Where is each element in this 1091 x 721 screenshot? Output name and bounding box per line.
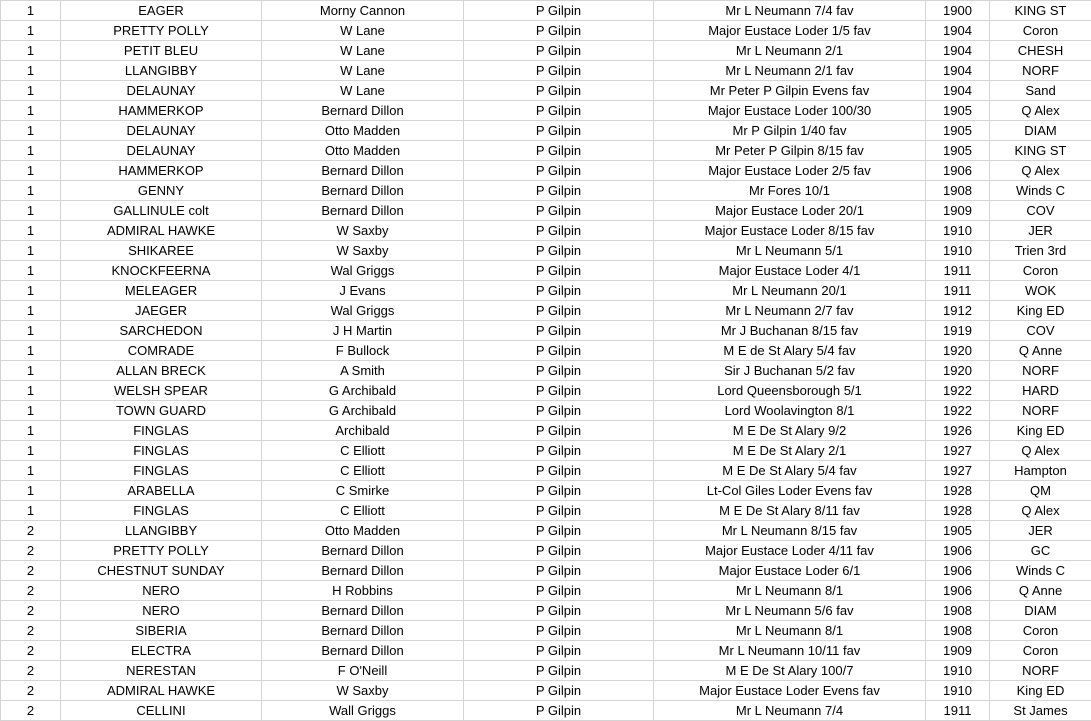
horse-cell[interactable]: CELLINI [61,701,262,721]
trainer-cell[interactable]: P Gilpin [464,601,654,621]
year-cell[interactable]: 1904 [926,81,990,101]
owner-odds-cell[interactable]: Sir J Buchanan 5/2 fav [654,361,926,381]
table-row [1,561,1091,581]
table-row [1,101,1091,121]
horse-cell[interactable]: ELECTRA [61,641,262,661]
table-row [1,221,1091,241]
year-cell[interactable]: 1904 [926,41,990,61]
table-row [1,1,1091,21]
race-cell[interactable]: Q Anne [990,581,1091,601]
year-cell[interactable]: 1922 [926,381,990,401]
trainer-cell[interactable]: P Gilpin [464,701,654,721]
year-cell[interactable]: 1927 [926,461,990,481]
horse-cell[interactable]: DELAUNAY [61,141,262,161]
trainer-cell[interactable]: P Gilpin [464,301,654,321]
table-row [1,81,1091,101]
race-cell[interactable]: Coron [990,641,1091,661]
year-cell[interactable]: 1920 [926,361,990,381]
table-row [1,321,1091,341]
table-row [1,481,1091,501]
race-cell[interactable]: King ED [990,421,1091,441]
trainer-cell[interactable]: P Gilpin [464,281,654,301]
trainer-cell[interactable]: P Gilpin [464,661,654,681]
trainer-cell[interactable]: P Gilpin [464,121,654,141]
jockey-cell[interactable]: C Smirke [262,481,464,501]
table-row [1,621,1091,641]
position-cell[interactable]: 1 [1,81,61,101]
year-cell[interactable]: 1912 [926,301,990,321]
race-cell[interactable]: GC [990,541,1091,561]
jockey-cell[interactable]: Bernard Dillon [262,201,464,221]
race-cell[interactable]: Winds C [990,561,1091,581]
owner-odds-cell[interactable]: Mr L Neumann 8/1 [654,581,926,601]
horse-cell[interactable]: SARCHEDON [61,321,262,341]
trainer-cell[interactable]: P Gilpin [464,561,654,581]
year-cell[interactable]: 1904 [926,21,990,41]
jockey-cell[interactable]: Archibald [262,421,464,441]
owner-odds-cell[interactable]: Mr P Gilpin 1/40 fav [654,121,926,141]
owner-odds-cell[interactable]: Mr L Neumann 5/1 [654,241,926,261]
horse-cell[interactable]: DELAUNAY [61,121,262,141]
trainer-cell[interactable]: P Gilpin [464,501,654,521]
year-cell[interactable]: 1926 [926,421,990,441]
horse-cell[interactable]: FINGLAS [61,441,262,461]
race-cell[interactable]: HARD [990,381,1091,401]
year-cell[interactable]: 1908 [926,621,990,641]
year-cell[interactable]: 1906 [926,561,990,581]
year-cell[interactable]: 1927 [926,441,990,461]
race-cell[interactable]: Q Alex [990,441,1091,461]
owner-odds-cell[interactable]: Mr L Neumann 2/1 [654,41,926,61]
horse-cell[interactable]: HAMMERKOP [61,161,262,181]
race-cell[interactable]: Q Anne [990,341,1091,361]
position-cell[interactable]: 2 [1,641,61,661]
owner-odds-cell[interactable]: M E De St Alary 100/7 [654,661,926,681]
jockey-cell[interactable]: G Archibald [262,381,464,401]
jockey-cell[interactable]: Bernard Dillon [262,641,464,661]
position-cell[interactable]: 1 [1,321,61,341]
trainer-cell[interactable]: P Gilpin [464,441,654,461]
position-cell[interactable]: 1 [1,501,61,521]
horse-cell[interactable]: DELAUNAY [61,81,262,101]
position-cell[interactable]: 1 [1,121,61,141]
race-cell[interactable]: JER [990,221,1091,241]
position-cell[interactable]: 1 [1,221,61,241]
owner-odds-cell[interactable]: Major Eustace Loder 100/30 [654,101,926,121]
jockey-cell[interactable]: Bernard Dillon [262,541,464,561]
owner-odds-cell[interactable]: Mr L Neumann 20/1 [654,281,926,301]
race-cell[interactable]: Trien 3rd [990,241,1091,261]
race-cell[interactable]: NORF [990,61,1091,81]
race-cell[interactable]: QM [990,481,1091,501]
horse-cell[interactable]: KNOCKFEERNA [61,261,262,281]
trainer-cell[interactable]: P Gilpin [464,1,654,21]
position-cell[interactable]: 1 [1,141,61,161]
year-cell[interactable]: 1910 [926,661,990,681]
table-row [1,401,1091,421]
trainer-cell[interactable]: P Gilpin [464,101,654,121]
jockey-cell[interactable]: F Bullock [262,341,464,361]
jockey-cell[interactable]: W Lane [262,81,464,101]
owner-odds-cell[interactable]: Mr Peter P Gilpin 8/15 fav [654,141,926,161]
table-row [1,701,1091,721]
horse-cell[interactable]: GALLINULE colt [61,201,262,221]
position-cell[interactable]: 2 [1,541,61,561]
race-cell[interactable]: NORF [990,661,1091,681]
jockey-cell[interactable]: C Elliott [262,441,464,461]
owner-odds-cell[interactable]: Major Eustace Loder 4/11 fav [654,541,926,561]
race-cell[interactable]: Coron [990,621,1091,641]
year-cell[interactable]: 1928 [926,481,990,501]
horse-cell[interactable]: PRETTY POLLY [61,21,262,41]
horse-cell[interactable]: NERO [61,601,262,621]
owner-odds-cell[interactable]: Mr J Buchanan 8/15 fav [654,321,926,341]
jockey-cell[interactable]: G Archibald [262,401,464,421]
race-cell[interactable]: JER [990,521,1091,541]
owner-odds-cell[interactable]: M E de St Alary 5/4 fav [654,341,926,361]
trainer-cell[interactable]: P Gilpin [464,61,654,81]
owner-odds-cell[interactable]: Major Eustace Loder 2/5 fav [654,161,926,181]
race-cell[interactable]: WOK [990,281,1091,301]
position-cell[interactable]: 1 [1,341,61,361]
table-row [1,661,1091,681]
jockey-cell[interactable]: Otto Madden [262,141,464,161]
year-cell[interactable]: 1911 [926,701,990,721]
trainer-cell[interactable]: P Gilpin [464,681,654,701]
owner-odds-cell[interactable]: Mr L Neumann 5/6 fav [654,601,926,621]
owner-odds-cell[interactable]: M E De St Alary 9/2 [654,421,926,441]
year-cell[interactable]: 1928 [926,501,990,521]
trainer-cell[interactable]: P Gilpin [464,621,654,641]
position-cell[interactable]: 1 [1,101,61,121]
jockey-cell[interactable]: W Lane [262,61,464,81]
trainer-cell[interactable]: P Gilpin [464,241,654,261]
owner-odds-cell[interactable]: M E De St Alary 8/11 fav [654,501,926,521]
horse-cell[interactable]: CHESTNUT SUNDAY [61,561,262,581]
owner-odds-cell[interactable]: Major Eustace Loder Evens fav [654,681,926,701]
trainer-cell[interactable]: P Gilpin [464,321,654,341]
horse-cell[interactable]: PETIT BLEU [61,41,262,61]
race-cell[interactable]: Q Alex [990,161,1091,181]
owner-odds-cell[interactable]: Lord Queensborough 5/1 [654,381,926,401]
owner-odds-cell[interactable]: Mr L Neumann 10/11 fav [654,641,926,661]
race-cell[interactable]: Winds C [990,181,1091,201]
owner-odds-cell[interactable]: Major Eustace Loder 1/5 fav [654,21,926,41]
position-cell[interactable]: 1 [1,401,61,421]
position-cell[interactable]: 1 [1,281,61,301]
jockey-cell[interactable]: Bernard Dillon [262,101,464,121]
year-cell[interactable]: 1905 [926,141,990,161]
trainer-cell[interactable]: P Gilpin [464,381,654,401]
position-cell[interactable]: 1 [1,181,61,201]
race-cell[interactable]: Sand [990,81,1091,101]
position-cell[interactable]: 1 [1,1,61,21]
trainer-cell[interactable]: P Gilpin [464,221,654,241]
owner-odds-cell[interactable]: Major Eustace Loder 6/1 [654,561,926,581]
position-cell[interactable]: 1 [1,361,61,381]
table-row [1,261,1091,281]
trainer-cell[interactable]: P Gilpin [464,361,654,381]
jockey-cell[interactable]: Bernard Dillon [262,561,464,581]
trainer-cell[interactable]: P Gilpin [464,461,654,481]
table-row [1,181,1091,201]
trainer-cell[interactable]: P Gilpin [464,541,654,561]
horse-cell[interactable]: NERO [61,581,262,601]
position-cell[interactable]: 1 [1,421,61,441]
table-row [1,461,1091,481]
race-cell[interactable]: Coron [990,21,1091,41]
horse-cell[interactable]: GENNY [61,181,262,201]
table-row [1,281,1091,301]
jockey-cell[interactable]: W Lane [262,41,464,61]
horse-cell[interactable]: PRETTY POLLY [61,541,262,561]
owner-odds-cell[interactable]: Mr L Neumann 7/4 [654,701,926,721]
year-cell[interactable]: 1910 [926,221,990,241]
table-row [1,541,1091,561]
owner-odds-cell[interactable]: Mr L Neumann 8/1 [654,621,926,641]
year-cell[interactable]: 1900 [926,1,990,21]
year-cell[interactable]: 1909 [926,641,990,661]
position-cell[interactable]: 1 [1,461,61,481]
position-cell[interactable]: 2 [1,521,61,541]
owner-odds-cell[interactable]: Lt-Col Giles Loder Evens fav [654,481,926,501]
horse-cell[interactable]: HAMMERKOP [61,101,262,121]
trainer-cell[interactable]: P Gilpin [464,581,654,601]
race-cell[interactable]: Q Alex [990,501,1091,521]
table-row [1,41,1091,61]
owner-odds-cell[interactable]: Major Eustace Loder 20/1 [654,201,926,221]
race-cell[interactable]: DIAM [990,121,1091,141]
table-row [1,341,1091,361]
position-cell[interactable]: 2 [1,681,61,701]
race-cell[interactable]: DIAM [990,601,1091,621]
race-cell[interactable]: Hampton [990,461,1091,481]
jockey-cell[interactable]: Morny Cannon [262,1,464,21]
jockey-cell[interactable]: J H Martin [262,321,464,341]
horse-cell[interactable]: FINGLAS [61,421,262,441]
horse-cell[interactable]: NERESTAN [61,661,262,681]
trainer-cell[interactable]: P Gilpin [464,21,654,41]
table-row [1,141,1091,161]
table-row [1,581,1091,601]
position-cell[interactable]: 1 [1,161,61,181]
horse-cell[interactable]: LLANGIBBY [61,521,262,541]
position-cell[interactable]: 1 [1,381,61,401]
year-cell[interactable]: 1906 [926,541,990,561]
horse-cell[interactable]: EAGER [61,1,262,21]
owner-odds-cell[interactable]: Mr L Neumann 8/15 fav [654,521,926,541]
trainer-cell[interactable]: P Gilpin [464,41,654,61]
position-cell[interactable]: 1 [1,61,61,81]
year-cell[interactable]: 1920 [926,341,990,361]
year-cell[interactable]: 1911 [926,281,990,301]
position-cell[interactable]: 2 [1,601,61,621]
table-row [1,681,1091,701]
year-cell[interactable]: 1922 [926,401,990,421]
table-row [1,161,1091,181]
race-cell[interactable]: NORF [990,401,1091,421]
race-cell[interactable]: COV [990,321,1091,341]
race-cell[interactable]: King ED [990,301,1091,321]
position-cell[interactable]: 2 [1,581,61,601]
position-cell[interactable]: 1 [1,21,61,41]
year-cell[interactable]: 1908 [926,601,990,621]
trainer-cell[interactable]: P Gilpin [464,421,654,441]
horse-cell[interactable]: SHIKAREE [61,241,262,261]
table-row [1,641,1091,661]
jockey-cell[interactable]: Wal Griggs [262,301,464,321]
jockey-cell[interactable]: Bernard Dillon [262,181,464,201]
trainer-cell[interactable]: P Gilpin [464,401,654,421]
horse-cell[interactable]: SIBERIA [61,621,262,641]
race-cell[interactable]: King ED [990,681,1091,701]
year-cell[interactable]: 1905 [926,521,990,541]
position-cell[interactable]: 2 [1,661,61,681]
race-cell[interactable]: Q Alex [990,101,1091,121]
year-cell[interactable]: 1919 [926,321,990,341]
trainer-cell[interactable]: P Gilpin [464,161,654,181]
horse-cell[interactable]: JAEGER [61,301,262,321]
owner-odds-cell[interactable]: Mr Fores 10/1 [654,181,926,201]
trainer-cell[interactable]: P Gilpin [464,261,654,281]
trainer-cell[interactable]: P Gilpin [464,201,654,221]
table-row [1,61,1091,81]
year-cell[interactable]: 1906 [926,581,990,601]
jockey-cell[interactable]: W Lane [262,21,464,41]
owner-odds-cell[interactable]: Mr L Neumann 2/7 fav [654,301,926,321]
year-cell[interactable]: 1904 [926,61,990,81]
owner-odds-cell[interactable]: Mr L Neumann 7/4 fav [654,1,926,21]
position-cell[interactable]: 2 [1,701,61,721]
position-cell[interactable]: 1 [1,301,61,321]
year-cell[interactable]: 1909 [926,201,990,221]
position-cell[interactable]: 1 [1,201,61,221]
trainer-cell[interactable]: P Gilpin [464,341,654,361]
jockey-cell[interactable]: W Saxby [262,221,464,241]
owner-odds-cell[interactable]: Mr L Neumann 2/1 fav [654,61,926,81]
position-cell[interactable]: 1 [1,481,61,501]
table-row [1,201,1091,221]
horse-cell[interactable]: COMRADE [61,341,262,361]
horse-cell[interactable]: TOWN GUARD [61,401,262,421]
position-cell[interactable]: 1 [1,241,61,261]
jockey-cell[interactable]: C Elliott [262,461,464,481]
position-cell[interactable]: 2 [1,621,61,641]
race-cell[interactable]: NORF [990,361,1091,381]
jockey-cell[interactable]: Bernard Dillon [262,621,464,641]
jockey-cell[interactable]: W Saxby [262,241,464,261]
jockey-cell[interactable]: C Elliott [262,501,464,521]
table-row [1,601,1091,621]
jockey-cell[interactable]: Bernard Dillon [262,161,464,181]
trainer-cell[interactable]: P Gilpin [464,141,654,161]
jockey-cell[interactable]: W Saxby [262,681,464,701]
year-cell[interactable]: 1906 [926,161,990,181]
owner-odds-cell[interactable]: Lord Woolavington 8/1 [654,401,926,421]
jockey-cell[interactable]: Wal Griggs [262,261,464,281]
jockey-cell[interactable]: J Evans [262,281,464,301]
jockey-cell[interactable]: Bernard Dillon [262,601,464,621]
year-cell[interactable]: 1908 [926,181,990,201]
jockey-cell[interactable]: H Robbins [262,581,464,601]
table-row [1,441,1091,461]
table-row [1,21,1091,41]
position-cell[interactable]: 1 [1,41,61,61]
race-cell[interactable]: St James [990,701,1091,721]
table-row [1,381,1091,401]
table-row [1,361,1091,381]
jockey-cell[interactable]: Otto Madden [262,521,464,541]
year-cell[interactable]: 1910 [926,241,990,261]
table-row [1,501,1091,521]
trainer-cell[interactable]: P Gilpin [464,521,654,541]
race-cell[interactable]: KING ST [990,1,1091,21]
table-body [1,1,1091,721]
jockey-cell[interactable]: Otto Madden [262,121,464,141]
race-cell[interactable]: KING ST [990,141,1091,161]
owner-odds-cell[interactable]: M E De St Alary 2/1 [654,441,926,461]
year-cell[interactable]: 1905 [926,101,990,121]
owner-odds-cell[interactable]: Major Eustace Loder 4/1 [654,261,926,281]
year-cell[interactable]: 1905 [926,121,990,141]
trainer-cell[interactable]: P Gilpin [464,81,654,101]
horse-cell[interactable]: MELEAGER [61,281,262,301]
jockey-cell[interactable]: Wall Griggs [262,701,464,721]
owner-odds-cell[interactable]: M E De St Alary 5/4 fav [654,461,926,481]
table-row [1,421,1091,441]
horse-cell[interactable]: FINGLAS [61,501,262,521]
horse-cell[interactable]: ARABELLA [61,481,262,501]
jockey-cell[interactable]: F O'Neill [262,661,464,681]
race-cell[interactable]: Coron [990,261,1091,281]
table-row [1,121,1091,141]
year-cell[interactable]: 1911 [926,261,990,281]
horse-cell[interactable]: ALLAN BRECK [61,361,262,381]
trainer-cell[interactable]: P Gilpin [464,641,654,661]
race-cell[interactable]: CHESH [990,41,1091,61]
owner-odds-cell[interactable]: Mr Peter P Gilpin Evens fav [654,81,926,101]
table-row [1,521,1091,541]
trainer-cell[interactable]: P Gilpin [464,481,654,501]
position-cell[interactable]: 1 [1,261,61,281]
table-row [1,241,1091,261]
horse-cell[interactable]: LLANGIBBY [61,61,262,81]
trainer-cell[interactable]: P Gilpin [464,181,654,201]
horse-cell[interactable]: ADMIRAL HAWKE [61,681,262,701]
owner-odds-cell[interactable]: Major Eustace Loder 8/15 fav [654,221,926,241]
horse-cell[interactable]: WELSH SPEAR [61,381,262,401]
position-cell[interactable]: 2 [1,561,61,581]
jockey-cell[interactable]: A Smith [262,361,464,381]
position-cell[interactable]: 1 [1,441,61,461]
race-cell[interactable]: COV [990,201,1091,221]
horse-cell[interactable]: FINGLAS [61,461,262,481]
year-cell[interactable]: 1910 [926,681,990,701]
horse-cell[interactable]: ADMIRAL HAWKE [61,221,262,241]
table-row [1,301,1091,321]
